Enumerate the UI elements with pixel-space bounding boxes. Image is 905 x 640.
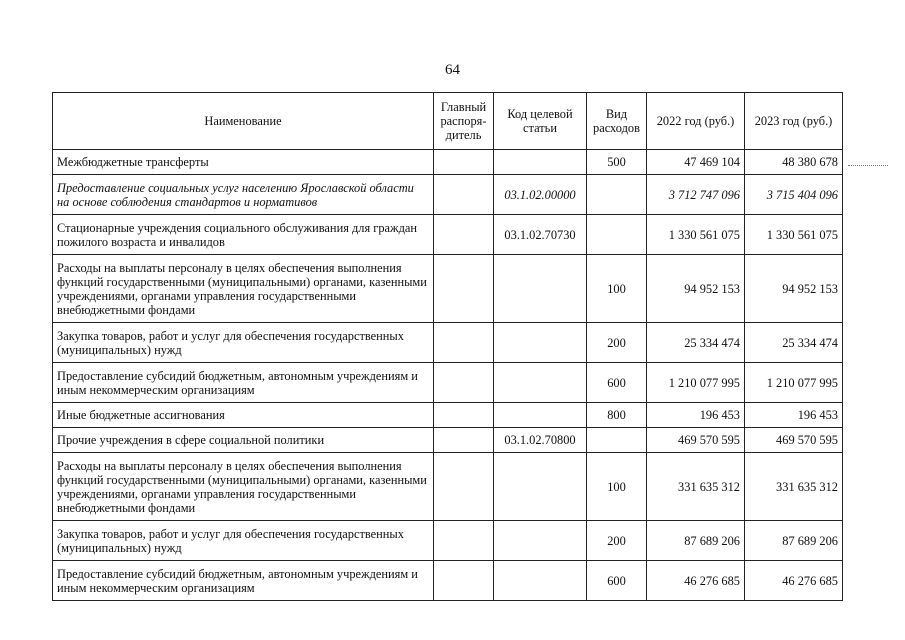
row-kind: 200 bbox=[587, 521, 647, 561]
table-row bbox=[53, 403, 843, 428]
row-code bbox=[494, 323, 587, 363]
row-2022: 331 635 312 bbox=[647, 453, 745, 521]
budget-table bbox=[52, 92, 843, 601]
row-2022: 94 952 153 bbox=[647, 255, 745, 323]
row-admin bbox=[434, 428, 494, 453]
row-kind: 600 bbox=[587, 363, 647, 403]
row-name: Закупка товаров, работ и услуг для обеспечения государственных (муниципальных) нужд bbox=[53, 521, 434, 561]
row-code: 03.1.02.70730 bbox=[494, 215, 587, 255]
row-admin bbox=[434, 453, 494, 521]
row-2022: 46 276 685 bbox=[647, 561, 745, 601]
row-kind: 500 bbox=[587, 150, 647, 175]
row-name: Закупка товаров, работ и услуг для обеспечения государственных (муниципальных) нужд bbox=[53, 323, 434, 363]
row-name: Расходы на выплаты персоналу в целях обеспечения выполнения функций государственными (муниципальными) органами, казенными учреждениями, органами управления государственными внебюджетными фондами bbox=[53, 453, 434, 521]
row-2022: 25 334 474 bbox=[647, 323, 745, 363]
row-name: Предоставление субсидий бюджетным, автономным учреждениям и иным некоммерческим организациям bbox=[53, 561, 434, 601]
row-2022: 47 469 104 bbox=[647, 150, 745, 175]
row-kind: 600 bbox=[587, 561, 647, 601]
row-2023: 94 952 153 bbox=[745, 255, 843, 323]
row-name: Прочие учреждения в сфере социальной политики bbox=[53, 428, 434, 453]
row-2023: 87 689 206 bbox=[745, 521, 843, 561]
row-2023: 48 380 678 bbox=[745, 150, 843, 175]
row-2023: 3 715 404 096 bbox=[745, 175, 843, 215]
row-code: 03.1.02.70800 bbox=[494, 428, 587, 453]
page-number: 64 bbox=[445, 62, 460, 78]
header-name: Наименование bbox=[53, 93, 434, 150]
row-admin bbox=[434, 561, 494, 601]
row-2022: 1 210 077 995 bbox=[647, 363, 745, 403]
row-code bbox=[494, 363, 587, 403]
table-row bbox=[53, 323, 843, 363]
row-2023: 331 635 312 bbox=[745, 453, 843, 521]
row-admin bbox=[434, 323, 494, 363]
row-code bbox=[494, 403, 587, 428]
row-name: Межбюджетные трансферты bbox=[53, 150, 434, 175]
row-admin bbox=[434, 521, 494, 561]
row-code bbox=[494, 255, 587, 323]
row-kind: 800 bbox=[587, 403, 647, 428]
header-2023: 2023 год (руб.) bbox=[745, 93, 843, 150]
table-row bbox=[53, 175, 843, 215]
row-2023: 1 330 561 075 bbox=[745, 215, 843, 255]
row-admin bbox=[434, 403, 494, 428]
row-admin bbox=[434, 215, 494, 255]
scan-artifact-line bbox=[848, 165, 888, 166]
row-2022: 87 689 206 bbox=[647, 521, 745, 561]
row-name: Стационарные учреждения социального обслуживания для граждан пожилого возраста и инвалидов bbox=[53, 215, 434, 255]
row-admin bbox=[434, 175, 494, 215]
table-row bbox=[53, 453, 843, 521]
row-code bbox=[494, 521, 587, 561]
table-row bbox=[53, 150, 843, 175]
header-admin: Главный распоря-дитель bbox=[434, 93, 494, 150]
row-kind: 100 bbox=[587, 453, 647, 521]
row-code: 03.1.02.00000 bbox=[494, 175, 587, 215]
row-2023: 1 210 077 995 bbox=[745, 363, 843, 403]
row-admin bbox=[434, 255, 494, 323]
table-row bbox=[53, 428, 843, 453]
row-name: Иные бюджетные ассигнования bbox=[53, 403, 434, 428]
row-kind: 100 bbox=[587, 255, 647, 323]
table-row bbox=[53, 561, 843, 601]
row-2023: 25 334 474 bbox=[745, 323, 843, 363]
header-2022: 2022 год (руб.) bbox=[647, 93, 745, 150]
row-name: Предоставление социальных услуг населению Ярославской области на основе соблюдения стандартов и нормативов bbox=[53, 175, 434, 215]
header-kind: Вид расходов bbox=[587, 93, 647, 150]
header-code: Код целевой статьи bbox=[494, 93, 587, 150]
row-kind bbox=[587, 428, 647, 453]
row-kind: 200 bbox=[587, 323, 647, 363]
row-code bbox=[494, 150, 587, 175]
row-2022: 196 453 bbox=[647, 403, 745, 428]
row-2023: 469 570 595 bbox=[745, 428, 843, 453]
table-row bbox=[53, 521, 843, 561]
row-code bbox=[494, 561, 587, 601]
table-row bbox=[53, 215, 843, 255]
row-code bbox=[494, 453, 587, 521]
row-2022: 3 712 747 096 bbox=[647, 175, 745, 215]
row-kind bbox=[587, 175, 647, 215]
row-2023: 46 276 685 bbox=[745, 561, 843, 601]
row-kind bbox=[587, 215, 647, 255]
row-2022: 469 570 595 bbox=[647, 428, 745, 453]
row-name: Предоставление субсидий бюджетным, автономным учреждениям и иным некоммерческим организациям bbox=[53, 363, 434, 403]
table-row bbox=[53, 363, 843, 403]
row-2022: 1 330 561 075 bbox=[647, 215, 745, 255]
row-name: Расходы на выплаты персоналу в целях обеспечения выполнения функций государственными (муниципальными) органами, казенными учреждениями, органами управления государственными внебюджетными фондами bbox=[53, 255, 434, 323]
row-2023: 196 453 bbox=[745, 403, 843, 428]
row-admin bbox=[434, 363, 494, 403]
table-row bbox=[53, 255, 843, 323]
table-header-row bbox=[53, 93, 843, 150]
row-admin bbox=[434, 150, 494, 175]
